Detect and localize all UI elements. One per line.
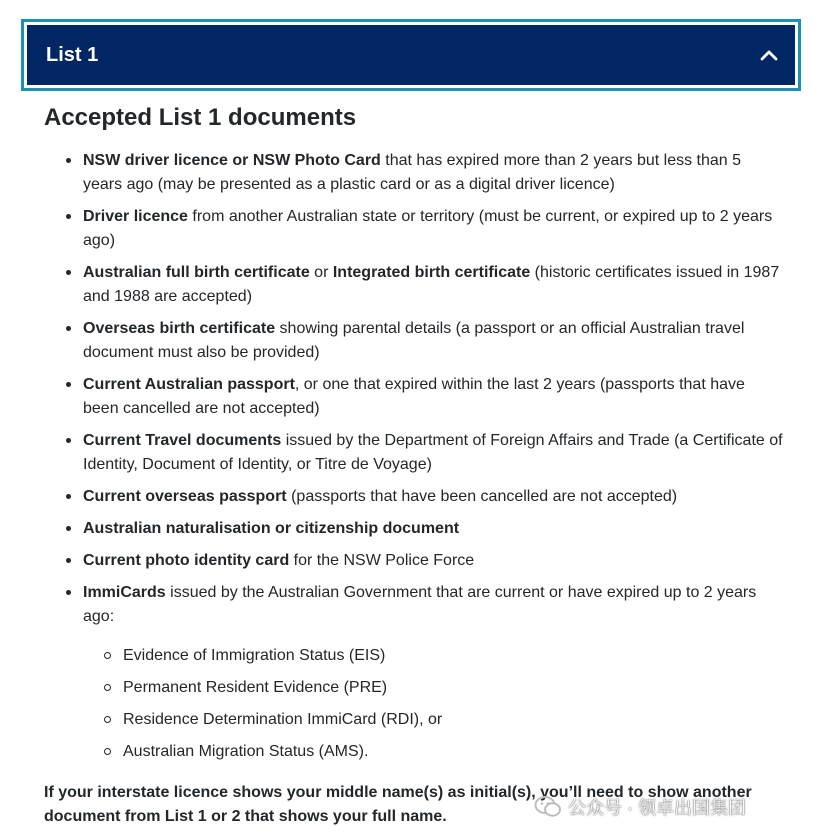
accordion-focus-ring [21,19,801,91]
immicard-sublist [83,644,784,764]
item-bold: Driver licence [83,208,188,225]
item-text: or [309,264,333,281]
item-bold: ImmiCards [83,584,166,601]
item-text: (passports that have been cancelled are not accepted) [286,488,678,505]
item-bold: Current Travel documents [83,432,282,449]
chevron-up-icon[interactable] [759,45,779,65]
item-text: (historic certificates issued in 1987 and 1988 are accepted) [83,264,780,305]
item-bold: Integrated birth certificate [332,264,531,281]
watermark-text: 公众号 · 领卓出国集团 [568,798,746,818]
list-item [44,549,784,573]
item-text: showing parental details (a passport or an official Australian travel document must also be provided) [83,320,745,361]
accordion-header-list-1[interactable] [27,25,795,85]
item-bold: NSW driver licence or NSW Photo Card [83,152,381,169]
item-bold: Australian naturalisation or citizenship document [83,520,460,537]
sublist-item: Residence Determination ImmiCard (RDI), or [83,708,784,732]
middle-name-note: If your interstate licence shows your middle name(s) as initial(s), you’ll need to show another document from List 1 or 2 that shows your full name. [44,784,752,825]
section-heading: Accepted List 1 documents [44,104,357,131]
list-item [44,485,784,509]
list-item [44,581,784,764]
item-text: issued by the Australian Government that are current or have expired up to 2 years ago: [83,584,757,625]
list-item [44,373,784,421]
item-text: , or one that expired within the last 2 years (passports that have been cancelled are not accepted) [83,376,745,417]
list-item [44,317,784,365]
sublist-item: Evidence of Immigration Status (EIS) [83,644,784,668]
list-item [44,517,784,541]
item-text: for the NSW Police Force [289,552,475,569]
list-item [44,429,784,477]
item-bold: Current overseas passport [83,488,287,505]
accordion-title: List 1 [46,43,99,66]
document-list [44,149,784,772]
item-text: from another Australian state or territory (must be current, or expired up to 2 years ago) [83,208,773,249]
sublist-item: Permanent Resident Evidence (PRE) [83,676,784,700]
item-text: issued by the Department of Foreign Affairs and Trade (a Certificate of Identity, Document of Identity, or Titre de Voyage) [83,432,783,473]
list-item [44,149,784,197]
item-bold: Overseas birth certificate [83,320,276,337]
sublist-item: Australian Migration Status (AMS). [83,740,784,764]
item-bold: Current photo identity card [83,552,290,569]
list-item [44,261,784,309]
item-bold: Current Australian passport [83,376,295,393]
item-text: that has expired more than 2 years but less than 5 years ago (may be presented as a plastic card or as a digital driver licence) [83,152,742,193]
list-item [44,205,784,253]
item-bold: Australian full birth certificate [83,264,310,281]
accordion-panel [44,100,784,760]
